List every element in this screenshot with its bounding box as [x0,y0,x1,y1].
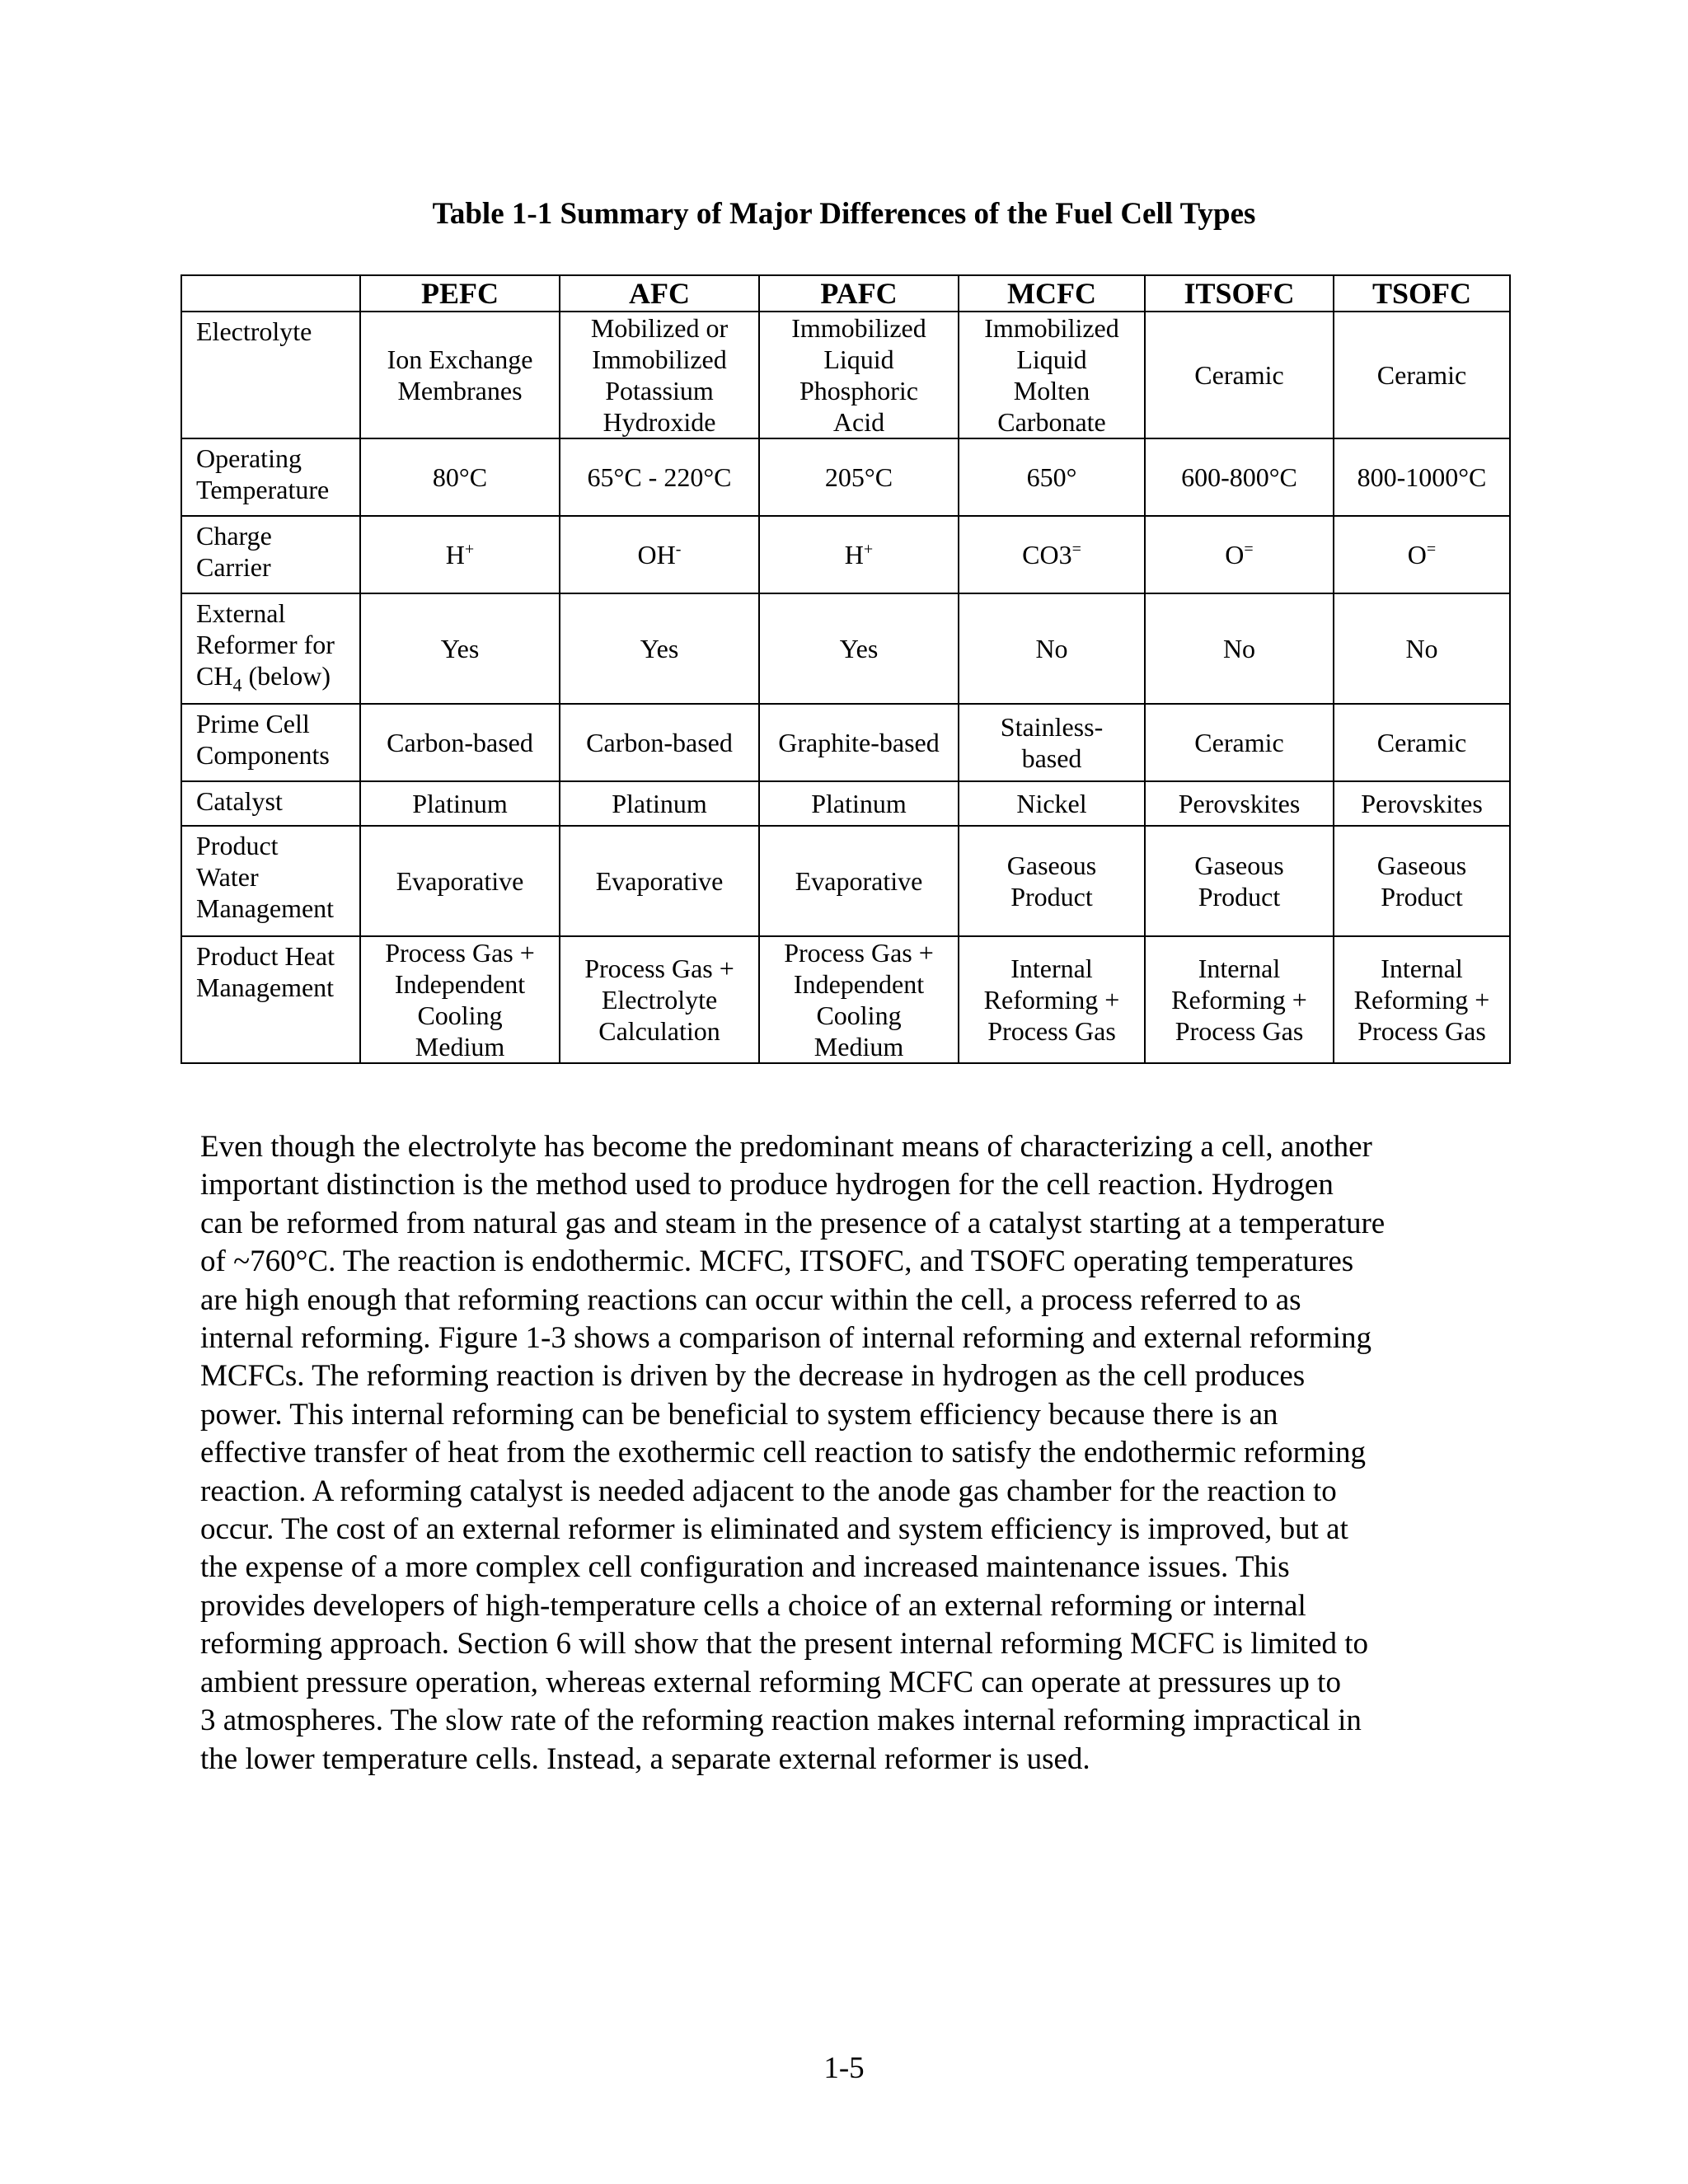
row-label: Catalyst [181,781,360,826]
table-cell: Perovskites [1334,781,1510,826]
table-cell: Process Gas + Independent Cooling Medium [759,936,959,1063]
table-cell: Graphite-based [759,704,959,781]
table-cell: Platinum [560,781,759,826]
table-cell: Carbon-based [560,704,759,781]
table-cell: Evaporative [759,826,959,936]
row-label: Product Water Management [181,826,360,936]
table-cell: Platinum [759,781,959,826]
table-cell: Gaseous Product [959,826,1145,936]
fuel-cell-comparison-table [181,274,1511,1064]
table-cell: CO3= [959,516,1145,593]
table-cell: 650° [959,438,1145,516]
table-row [181,593,1510,704]
row-label: Prime Cell Components [181,704,360,781]
table-cell: H+ [360,516,560,593]
column-header: PEFC [360,275,560,312]
table-cell: Ion Exchange Membranes [360,312,560,438]
body-paragraph: Even though the electrolyte has become the predominant means of characterizing a cell, another important distinction is the method used to produce hydrogen for the cell reaction. Hydrogen can be reformed from natural gas and steam in the presence of a catalyst starting at a temperature of ~760°C. The reaction is endothermic. MCFC, ITSOFC, and TSOFC operating temperatures are high enough that reforming reactions can occur within the cell, a process referred to as internal reforming. Figure 1-3 shows a comparison of internal reforming and external reforming MCFCs. The reforming reaction is driven by the decrease in hydrogen as the cell produces power. This internal reforming can be beneficial to system efficiency because there is an effective transfer of heat from the exothermic cell reaction to satisfy the endothermic reforming reaction. A reforming catalyst is needed adjacent to the anode gas chamber for the reaction to occur. The cost of an external reformer is eliminated and system efficiency is improved, but at the expense of a more complex cell configuration and increased maintenance issues. This provides developers of high-temperature cells a choice of an external reforming or internal reforming approach. Section 6 will show that the present internal reforming MCFC is limited to ambient pressure operation, whereas external reforming MCFC can operate at pressures up to 3 atmospheres. The slow rate of the reforming reaction makes internal reforming impractical in the lower temperature cells. Instead, a separate external reformer is used. [200,1130,1386,1776]
table-cell: Ceramic [1334,312,1510,438]
table-cell: Evaporative [560,826,759,936]
row-label: Charge Carrier [181,516,360,593]
table-cell: Process Gas + Independent Cooling Medium [360,936,560,1063]
table-cell: Mobilized or Immobilized Potassium Hydroxide [560,312,759,438]
table-cell: Evaporative [360,826,560,936]
column-header: TSOFC [1334,275,1510,312]
header-corner [181,275,360,312]
table-cell: Process Gas + Electrolyte Calculation [560,936,759,1063]
column-header: AFC [560,275,759,312]
table-cell: Nickel [959,781,1145,826]
table-header-row [181,275,1510,312]
table-title: Table 1-1 Summary of Major Differences of the Fuel Cell Types [432,197,1256,231]
table-cell: Immobilized Liquid Phosphoric Acid [759,312,959,438]
table-cell: Yes [560,593,759,704]
table-cell: 600-800°C [1145,438,1334,516]
column-header: ITSOFC [1145,275,1334,312]
table-row [181,781,1510,826]
table-cell: OH- [560,516,759,593]
table-cell: Gaseous Product [1334,826,1510,936]
table-cell: Yes [759,593,959,704]
table-row [181,438,1510,516]
table-cell: Stainless- based [959,704,1145,781]
table-row [181,826,1510,936]
table-cell: Internal Reforming + Process Gas [1334,936,1510,1063]
page-number: 1-5 [823,2051,865,2085]
row-label: Product Heat Management [181,936,360,1063]
table-cell: Immobilized Liquid Molten Carbonate [959,312,1145,438]
table-row [181,312,1510,438]
row-label: Electrolyte [181,312,360,438]
table-cell: 65°C - 220°C [560,438,759,516]
table-cell: O= [1145,516,1334,593]
column-header: PAFC [759,275,959,312]
table-row [181,936,1510,1063]
table-cell: Yes [360,593,560,704]
table-cell: O= [1334,516,1510,593]
table-row [181,516,1510,593]
table-cell: No [1145,593,1334,704]
table-cell: Internal Reforming + Process Gas [1145,936,1334,1063]
row-label: Operating Temperature [181,438,360,516]
table-cell: 800-1000°C [1334,438,1510,516]
table-cell: Ceramic [1145,704,1334,781]
table-cell: H+ [759,516,959,593]
table-row [181,704,1510,781]
table-cell: Ceramic [1334,704,1510,781]
table-cell: Perovskites [1145,781,1334,826]
table-cell: Internal Reforming + Process Gas [959,936,1145,1063]
table-cell: No [1334,593,1510,704]
table-cell: No [959,593,1145,704]
table-cell: 205°C [759,438,959,516]
table-cell: Ceramic [1145,312,1334,438]
table-cell: Carbon-based [360,704,560,781]
table-cell: Gaseous Product [1145,826,1334,936]
table-cell: 80°C [360,438,560,516]
row-label: External Reformer for $CH_4$ (below) [181,593,360,704]
table-cell: Platinum [360,781,560,826]
column-header: MCFC [959,275,1145,312]
